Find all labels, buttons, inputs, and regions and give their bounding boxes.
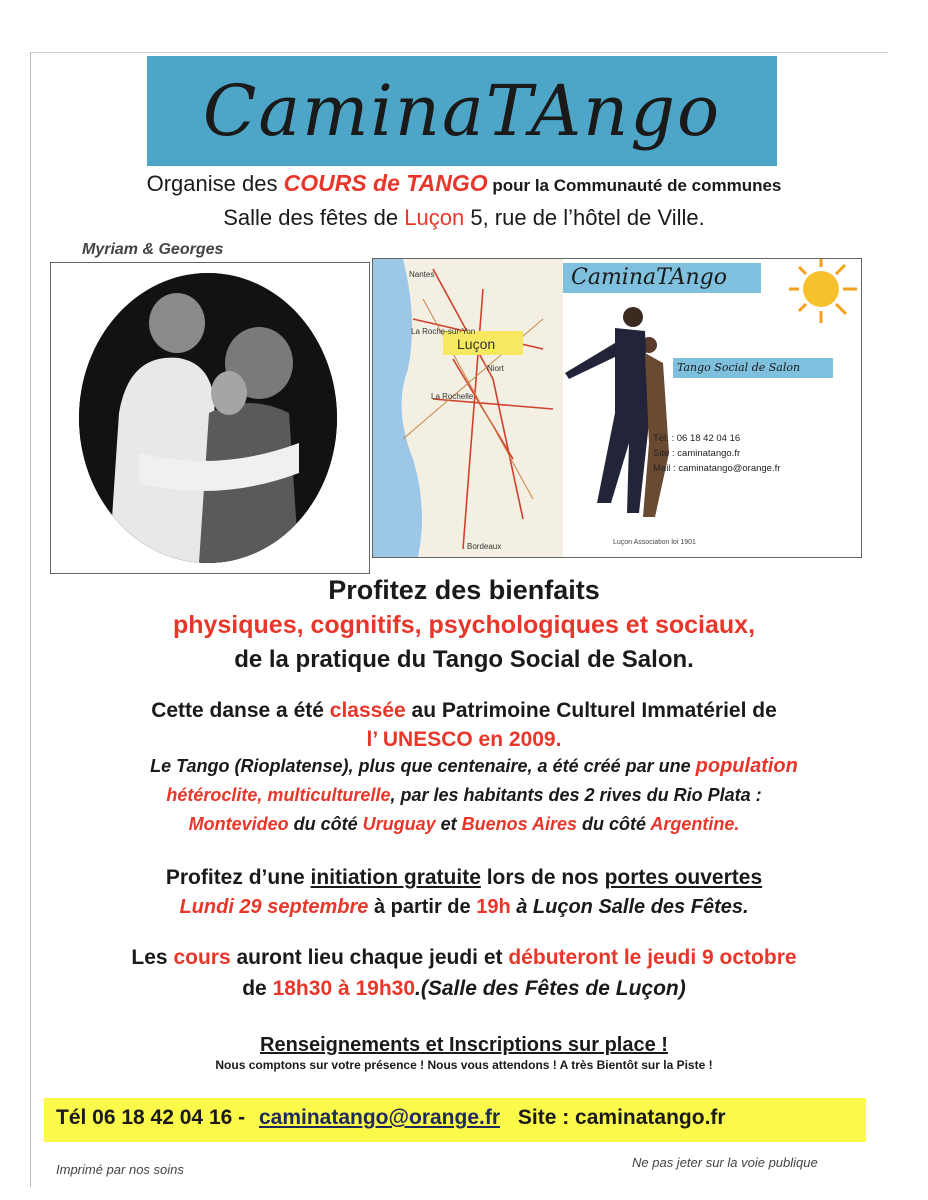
photo-caption: Myriam & Georges — [82, 241, 224, 258]
map-label-roche: La Roche-sur-Yon — [411, 327, 476, 336]
initiation-line-2: Lundi 29 septembre à partir de 19h à Luçon Salle des Fêtes. — [179, 896, 749, 918]
dancers-illustration — [79, 273, 337, 563]
flyer-title: CaminaTAngo — [202, 70, 722, 152]
tango-couple-figure — [545, 303, 675, 525]
registration-sub: Nous comptons sur votre présence ! Nous vous attendons ! A très Bientôt sur la Piste ! — [215, 1058, 713, 1072]
contact-line — [56, 1106, 726, 1130]
courses-line-2: de 18h30 à 19h30.(Salle des Fêtes de Luçon) — [242, 977, 686, 1000]
footer-disclaimer: Ne pas jeter sur la voie publique — [632, 1155, 818, 1170]
benefits-practice: de la pratique du Tango Social de Salon. — [234, 646, 694, 673]
intro-line-2: Salle des fêtes de Luçon 5, rue de l’hôtel de Ville. — [223, 205, 705, 230]
card-site: Site : caminatango.fr — [653, 448, 741, 459]
map-illustration — [373, 259, 563, 557]
card-title: CaminaTAngo — [563, 263, 761, 293]
region-map — [373, 259, 563, 557]
card-association: Luçon Association loi 1901 — [613, 539, 696, 546]
map-label-lucon: Luçon — [457, 336, 496, 352]
contact-tel: Tél 06 18 42 04 16 - — [56, 1106, 246, 1129]
benefits-heading: Profitez des bienfaits — [328, 575, 600, 605]
registration-heading: Renseignements et Inscriptions sur place ! — [260, 1034, 668, 1056]
unesco-line-1: Cette danse a été classée au Patrimoine Culturel Immatériel de — [151, 699, 777, 722]
history-line-2: hétéroclite, multiculturelle, par les habitants des 2 rives du Rio Plata : — [166, 785, 762, 805]
business-card — [372, 258, 862, 558]
benefits-list: physiques, cognitifs, psychologiques et sociaux, — [172, 611, 756, 639]
history-line-3: Montevideo du côté Uruguay et Buenos Aires du côté Argentine. — [188, 814, 740, 834]
map-label-rochelle: La Rochelle — [431, 392, 474, 401]
map-label-bordeaux: Bordeaux — [467, 542, 502, 551]
card-mail: Mail : caminatango@orange.fr — [653, 463, 781, 474]
card-tel: Tél. : 06 18 42 04 16 — [653, 433, 741, 444]
history-line-1: Le Tango (Rioplatense), plus que centenaire, a été créé par une population — [150, 755, 798, 777]
contact-site: Site : caminatango.fr — [517, 1106, 726, 1129]
footer-printed: Imprimé par nos soins — [56, 1162, 184, 1177]
card-contact-info — [653, 431, 780, 476]
dancers-photo-panel — [50, 262, 370, 574]
map-label-nantes: Nantes — [409, 270, 435, 279]
sun-icon — [761, 259, 861, 339]
courses-line-1: Les cours auront lieu chaque jeudi et débuteront le jeudi 9 octobre — [131, 946, 797, 969]
title-banner — [147, 56, 777, 166]
map-label-niort: Niort — [487, 364, 504, 373]
intro-line-1: Organise des COURS de TANGO pour la Communauté de communes — [146, 170, 782, 196]
dancers-photo — [79, 273, 337, 563]
contact-email-link[interactable]: caminatango@orange.fr — [258, 1106, 501, 1129]
unesco-line-2: l’ UNESCO en 2009. — [366, 728, 562, 751]
initiation-line-1: Profitez d’une initiation gratuite lors de nos portes ouvertes — [165, 866, 763, 889]
card-subtitle: Tango Social de Salon — [673, 358, 833, 378]
